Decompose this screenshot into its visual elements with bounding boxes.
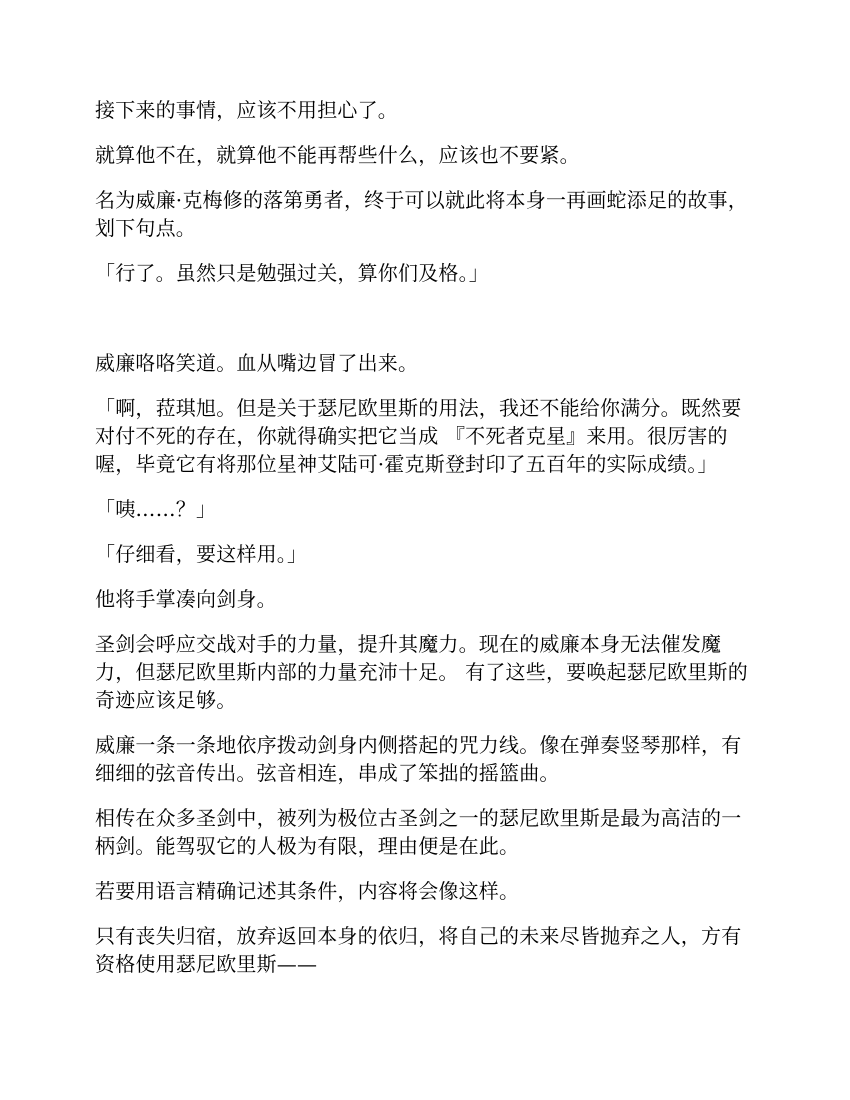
paragraph: 他将手掌凑向剑身。 [95, 587, 277, 611]
paragraph: 接下来的事情，应该不用担心了。 [95, 98, 398, 122]
paragraph: 「仔细看，要这样用。」 [95, 542, 308, 566]
paragraph: 圣剑会呼应交战对手的力量，提升其魔力。现在的威廉本身无法催发魔力，但瑟尼欧里斯内部的力量充沛十足。 有了这些，要唤起瑟尼欧里斯的奇迹应该足够。 [95, 632, 748, 712]
document-body [95, 96, 755, 995]
paragraph: 威廉咯咯笑道。血从嘴边冒了出来。 [95, 351, 419, 375]
paragraph: 「咦……？」 [95, 497, 217, 521]
blank-line [95, 304, 755, 332]
paragraph: 若要用语言精确记述其条件，内容将会像这样。 [95, 879, 520, 903]
paragraph: 「啊，菈琪旭。但是关于瑟尼欧里斯的用法，我还不能给你满分。既然要对付不死的存在，你就得确实把它当成 『不死者克星』来用。很厉害的喔，毕竟它有将那位星神艾陆可·霍克斯登封印了五百年的实际成绩。」 [95, 396, 742, 476]
paragraph: 只有丧失归宿，放弃返回本身的依归，将自己的未来尽皆抛弃之人，方有资格使用瑟尼欧里斯—— [95, 924, 742, 976]
paragraph: 「行了。虽然只是勉强过关，算你们及格。」 [95, 261, 489, 285]
paragraph: 就算他不在，就算他不能再帮些什么，应该也不要紧。 [95, 143, 580, 167]
paragraph: 名为威廉·克梅修的落第勇者，终于可以就此将本身一再画蛇添足的故事，划下句点。 [95, 188, 748, 240]
paragraph: 相传在众多圣剑中，被列为极位古圣剑之一的瑟尼欧里斯是最为高洁的一柄剑。能驾驭它的人极为有限，理由便是在此。 [95, 806, 742, 858]
paragraph: 威廉一条一条地依序拨动剑身内侧搭起的咒力线。像在弹奏竖琴那样，有细细的弦音传出。弦音相连，串成了笨拙的摇篮曲。 [95, 733, 742, 785]
